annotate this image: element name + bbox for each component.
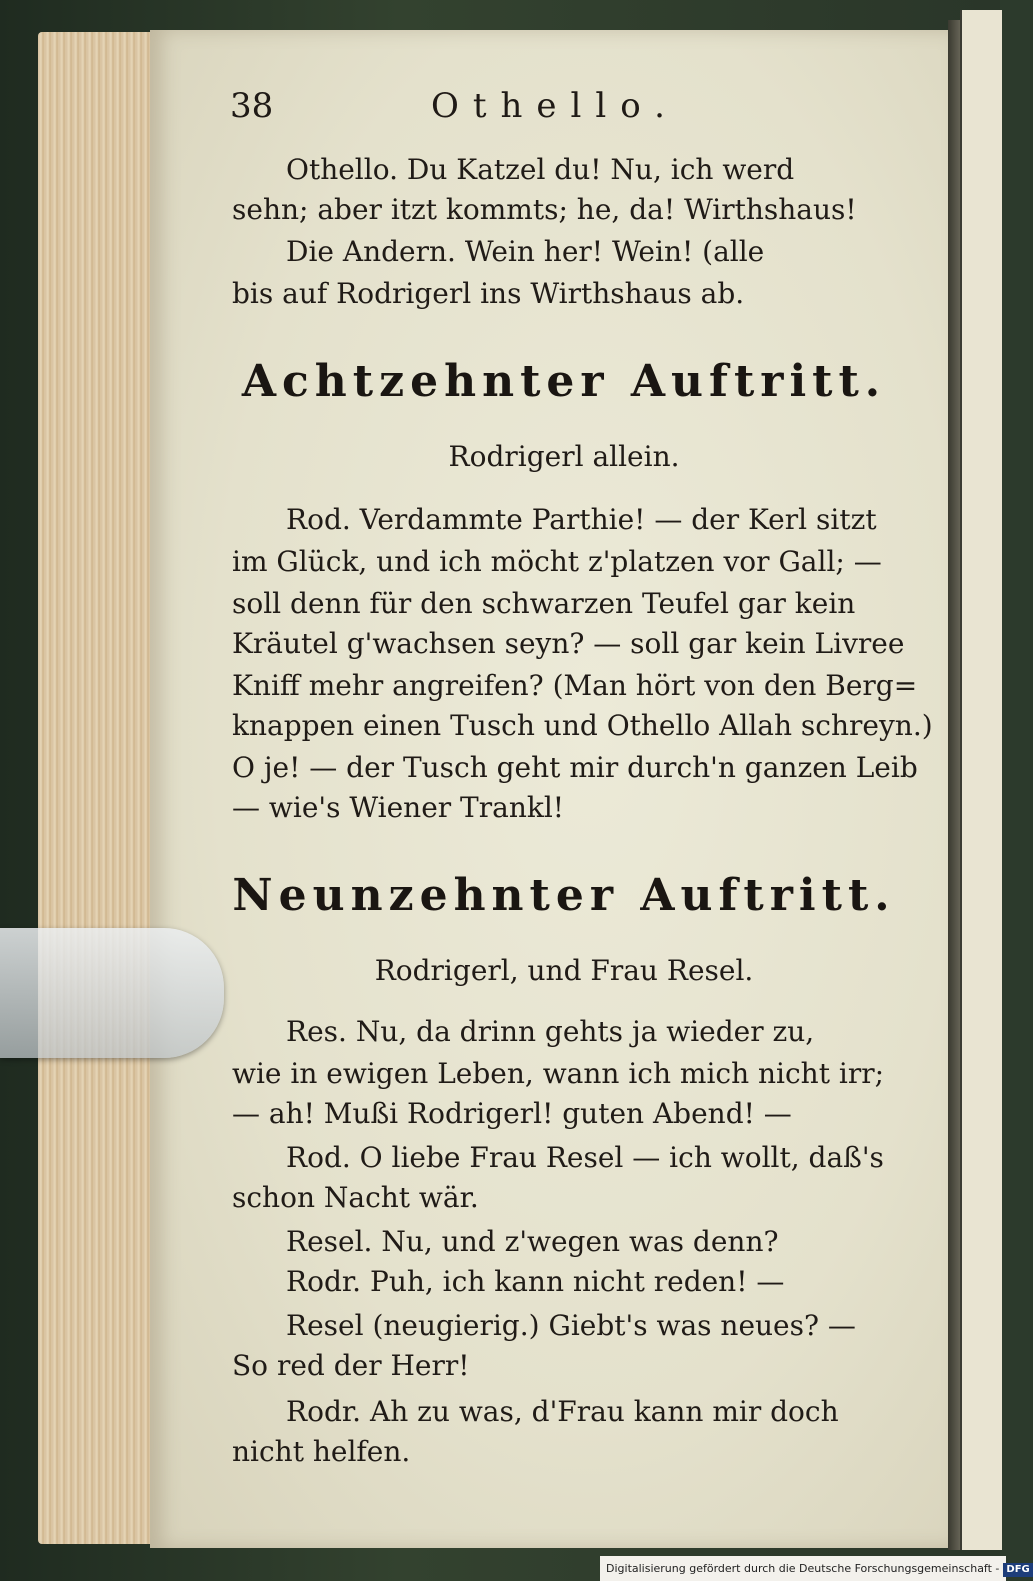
text-line: Rod. O liebe Frau Resel — ich wollt, daß's (286, 1141, 884, 1174)
page-number: 38 (230, 86, 274, 126)
scene-persons: Rodrigerl, und Frau Resel. (374, 954, 754, 987)
text-line: soll denn für den schwarzen Teufel gar kein (232, 587, 856, 620)
text-line: nicht helfen. (232, 1435, 411, 1468)
text-line: Die Andern. Wein her! Wein! (alle (286, 235, 765, 268)
scene-heading: Neunzehnter Auftritt. (232, 870, 896, 921)
text-line: Rodr. Ah zu was, d'Frau kann mir doch (286, 1395, 839, 1428)
text-line: knappen einen Tusch und Othello Allah schreyn.) (232, 709, 933, 742)
running-header (230, 80, 880, 140)
running-title: Othello. (431, 86, 679, 126)
text-line: schon Nacht wär. (232, 1181, 479, 1214)
text-line: Kräutel g'wachsen seyn? — soll gar kein Livree (232, 627, 905, 660)
scene-heading: Achtzehnter Auftritt. (241, 356, 887, 407)
text-line: O je! — der Tusch geht mir durch'n ganzen Leib (232, 751, 918, 784)
text-line: im Glück, und ich möcht z'platzen vor Gall; — (232, 545, 882, 578)
digitization-credit (600, 1556, 1030, 1581)
text-line: So red der Herr! (232, 1349, 470, 1382)
facing-page-edge (960, 10, 1002, 1550)
text-line: Kniff mehr angreifen? (Man hört von den Berg= (232, 669, 918, 702)
text-line: — ah! Mußi Rodrigerl! guten Abend! — (232, 1097, 792, 1130)
text-line: wie in ewigen Leben, wann ich mich nicht irr; (232, 1057, 885, 1090)
dfg-logo: DFG (1003, 1563, 1032, 1577)
scene-persons: Rodrigerl allein. (448, 440, 680, 473)
credit-text: Digitalisierung gefördert durch die Deutsche Forschungsgemeinschaft - (606, 1562, 1000, 1575)
text-line: Resel (neugierig.) Giebt's was neues? — (286, 1309, 856, 1342)
text-line: Resel. Nu, und z'wegen was denn? (286, 1225, 779, 1258)
text-line: sehn; aber itzt kommts; he, da! Wirthshaus! (232, 193, 857, 226)
text-line: Othello. Du Katzel du! Nu, ich werd (286, 153, 795, 186)
text-line: — wie's Wiener Trankl! (232, 791, 565, 824)
page-holder-clip (0, 928, 224, 1058)
text-line: Rodr. Puh, ich kann nicht reden! — (286, 1265, 785, 1298)
text-line: bis auf Rodrigerl ins Wirthshaus ab. (232, 277, 745, 310)
page-stack-edge (38, 32, 158, 1544)
text-line: Rod. Verdammte Parthie! — der Kerl sitzt (286, 503, 877, 536)
text-line: Res. Nu, da drinn gehts ja wieder zu, (286, 1015, 815, 1048)
